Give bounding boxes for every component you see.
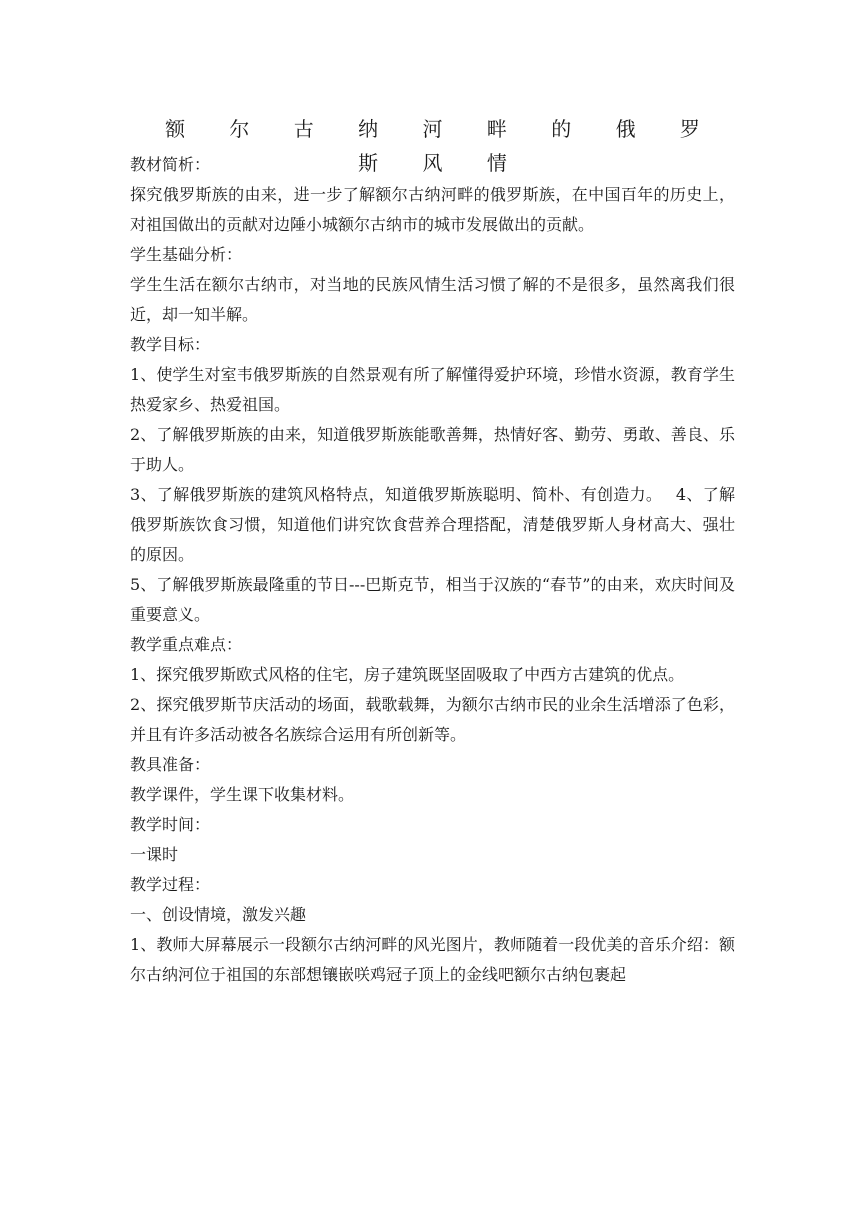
key-point-1: 1、探究俄罗斯欧式风格的住宅，房子建筑既坚固吸取了中西方古建筑的优点。 bbox=[130, 665, 685, 684]
paragraph-student-analysis: 学生生活在额尔古纳市，对当地的民族风情生活习惯了解的不是很多，虽然离我们很近，却一知半解。 bbox=[130, 275, 735, 324]
process-step-1: 1、教师大屏幕展示一段额尔古纳河畔的风光图片，教师随着一段优美的音乐介绍：额尔古纳河位于祖国的东部想镶嵌咲鸡冠子顶上的金线吧额尔古纳包裹起 bbox=[130, 935, 735, 984]
goal-item-3-4: 3、了解俄罗斯族的建筑风格特点，知道俄罗斯族聪明、简朴、有创造力。 4、了解俄罗斯族饮食习惯，知道他们讲究饮食营养合理搭配，清楚俄罗斯人身材高大、强壮的原因。 bbox=[130, 485, 735, 564]
section-heading-teaching-time: 教学时间： bbox=[130, 815, 211, 834]
section-heading-textbook-analysis: 教材简析： bbox=[130, 155, 211, 174]
section-heading-key-points: 教学重点难点： bbox=[130, 635, 243, 654]
process-step-heading: 一、创设情境，激发兴趣 bbox=[130, 905, 307, 924]
section-heading-teaching-aids: 教具准备： bbox=[130, 755, 211, 774]
paragraph-textbook-analysis: 探究俄罗斯族的由来，进一步了解额尔古纳河畔的俄罗斯族，在中国百年的历史上，对祖国做出的贡献对边陲小城额尔古纳市的城市发展做出的贡献。 bbox=[130, 185, 735, 234]
key-point-2: 2、探究俄罗斯节庆活动的场面，载歌载舞，为额尔古纳市民的业余生活增添了色彩，并且有许多活动被各名族综合运用有所创新等。 bbox=[130, 695, 735, 744]
section-heading-teaching-goals: 教学目标： bbox=[130, 335, 211, 354]
paragraph-teaching-time: 一课时 bbox=[130, 845, 179, 864]
section-heading-teaching-process: 教学过程： bbox=[130, 875, 211, 894]
section-heading-student-analysis: 学生基础分析： bbox=[130, 245, 243, 264]
goal-item-2: 2、了解俄罗斯族的由来，知道俄罗斯族能歌善舞，热情好客、勤劳、勇敢、善良、乐于助人。 bbox=[130, 425, 735, 474]
document-page bbox=[130, 112, 735, 990]
paragraph-teaching-aids: 教学课件，学生课下收集材料。 bbox=[130, 785, 355, 804]
document-title: 额 尔 古 纳 河 畔 的 俄 罗 斯 风 情 bbox=[165, 117, 719, 175]
goal-item-5: 5、了解俄罗斯族最隆重的节日---巴斯克节，相当于汉族的“春节”的由来，欢庆时间及重要意义。 bbox=[130, 575, 735, 624]
goal-item-1: 1、使学生对室韦俄罗斯族的自然景观有所了解懂得爱护环境，珍惜水资源，教育学生热爱家乡、热爱祖国。 bbox=[130, 365, 735, 414]
